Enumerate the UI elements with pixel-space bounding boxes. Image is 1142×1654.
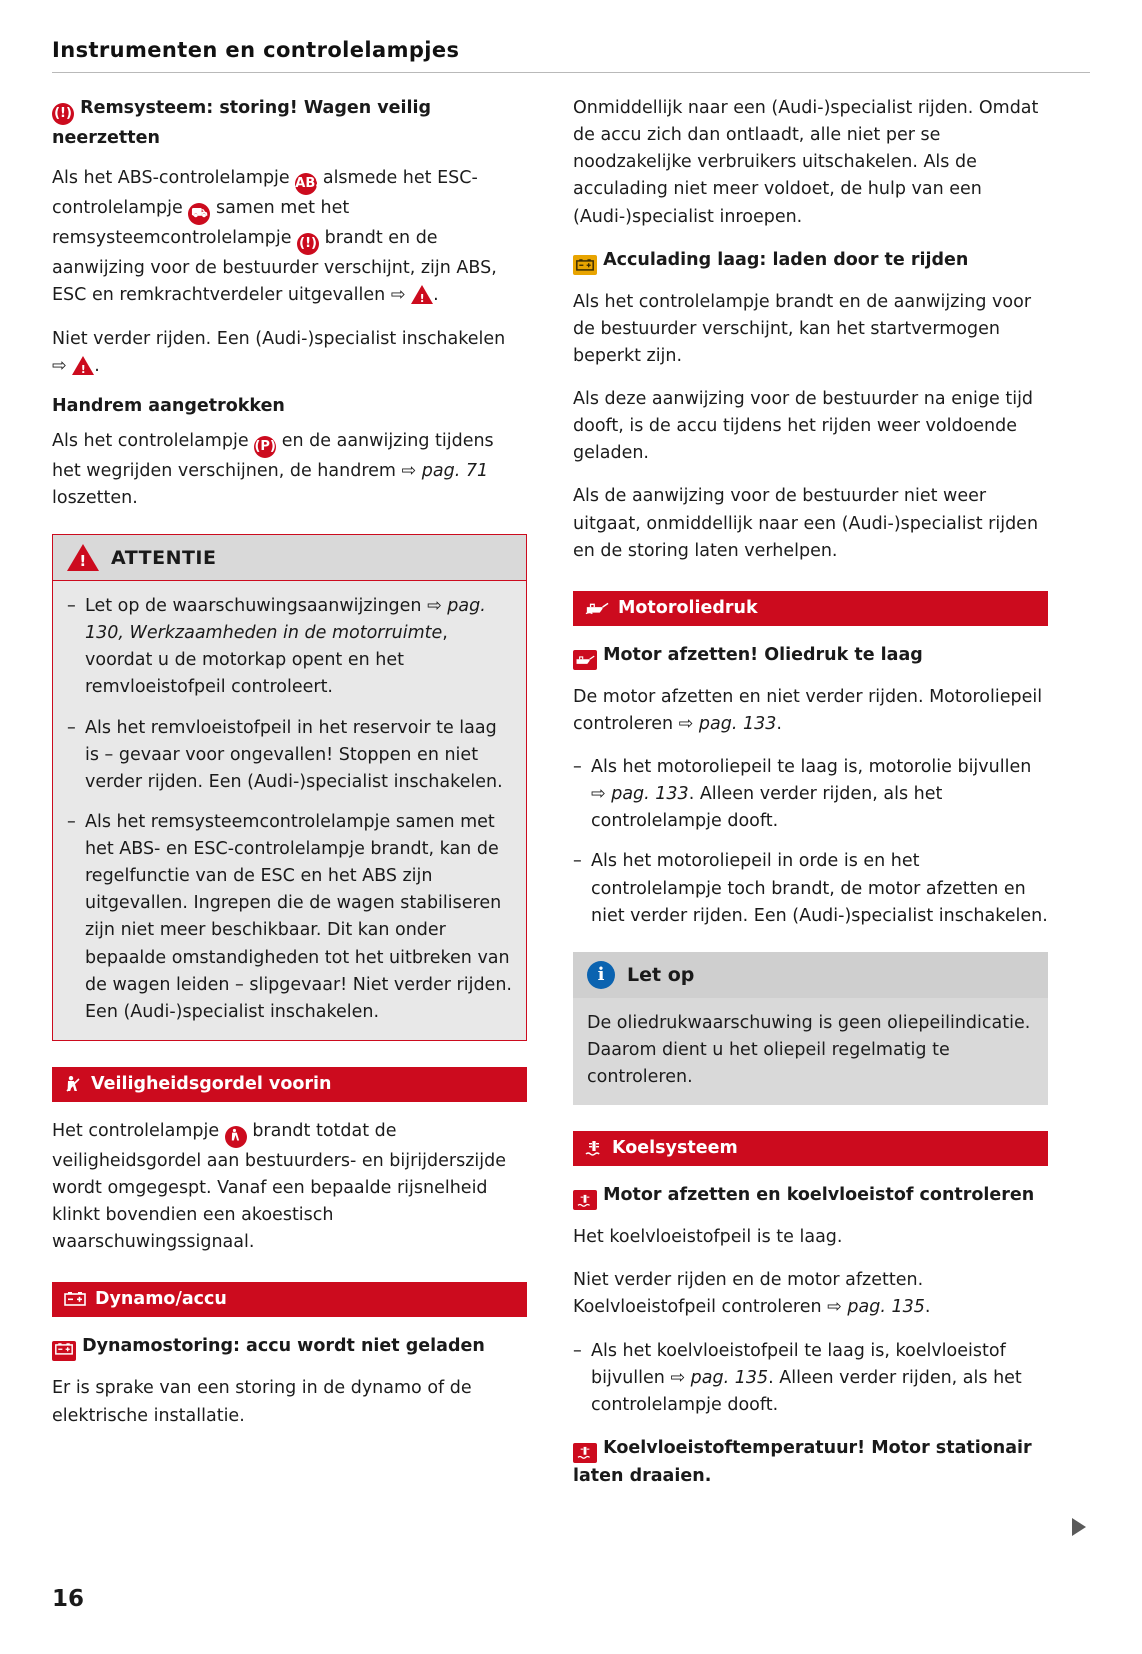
dash-marker: – bbox=[67, 717, 76, 738]
note-title: Let op bbox=[627, 963, 695, 986]
oil-item-0-pre: Als het motoroliepeil te laag is, motorolie bijvullen bbox=[591, 757, 1032, 777]
coolant-check-heading-text: Motor afzetten en koelvloeistof controleren bbox=[603, 1185, 1035, 1206]
dash-marker: – bbox=[573, 1340, 582, 1361]
oil-page-ref[interactable]: ⇨ pag. 133 bbox=[678, 713, 777, 734]
oil-item-1: Als het motoroliepeil in orde is en het controlelampje toch brandt, de motor afzetten en niet verder rijden. Een (Audi-)specialist inschakelen. bbox=[591, 851, 1048, 926]
coolant-page-ref[interactable]: ⇨ pag. 135 bbox=[827, 1297, 925, 1318]
handbrake-heading: Handrem aangetrokken bbox=[52, 395, 285, 416]
coolant-item-0-post: . Alleen verder rijden, als het controlelampje dooft. bbox=[591, 1367, 1022, 1415]
brake-system-icon: (!) bbox=[297, 233, 319, 255]
brake-warning-icon: (!) bbox=[52, 103, 74, 125]
battery-warning-icon bbox=[52, 1341, 76, 1361]
brake-p1-ref: ⇨ ! . bbox=[391, 285, 439, 305]
oil-pressure-warning-icon bbox=[573, 650, 597, 670]
coolant-temp-icon bbox=[585, 1140, 603, 1156]
section-cooling-label: Koelsysteem bbox=[612, 1138, 738, 1159]
attention-body bbox=[53, 581, 526, 1040]
brake-p1-c: samen met het remsysteemcontrolelampje bbox=[52, 198, 350, 249]
page-number: 16 bbox=[52, 1586, 85, 1612]
attention-item-0-post: , voordat u de motorkap opent en het remvloeistofpeil controleert. bbox=[85, 623, 448, 698]
attention-item-2: Als het remsysteemcontrolelampje samen met het ABS- en ESC-controlelampje brandt, kan de regelfunctie van de ESC en het ABS zijn uitgevallen. Ingrepen die de wagen stabiliseren zijn niet meer beschikbaar. Dit kan onder bepaalde omstandigheden tot het uitbreken van de wagen leiden – slipgevaar! Niet verder rijden. Een (Audi-)specialist inschakelen. bbox=[85, 811, 512, 1022]
coolant-item-0-ref[interactable]: ⇨ pag. 135 bbox=[670, 1367, 769, 1388]
brake-fault-paragraph bbox=[52, 165, 527, 309]
left-column bbox=[52, 95, 527, 1446]
brake-p1-b: alsmede het ESC-controlelampje bbox=[52, 168, 478, 219]
abs-icon: ABS bbox=[295, 173, 317, 195]
seatbelt-p-b: brandt totdat de veiligheidsgordel aan bestuurders- en bijrijderszijde wordt omgegespt. Vanaf een bepaalde rijsnelheid klinkt bovendien een akoestisch waarschuwingssignaal. bbox=[52, 1120, 507, 1253]
list-item bbox=[573, 1338, 1048, 1419]
section-alternator bbox=[52, 1282, 527, 1317]
oil-stop-heading bbox=[573, 642, 1048, 670]
page-title: Instrumenten en controlelampjes bbox=[52, 38, 1090, 73]
attention-title: ATTENTIE bbox=[111, 546, 217, 569]
coolant-p7-a: Niet verder rijden en de motor afzetten. Koelvloeistofpeil controleren bbox=[573, 1270, 924, 1318]
brake-fault-heading-text: Remsysteem: storing! Wagen veilig neerzetten bbox=[52, 98, 432, 148]
oil-can-icon bbox=[585, 600, 609, 615]
list-item bbox=[67, 809, 512, 1026]
coolant-item-0-pre: Als het koelvloeistofpeil te laag is, koelvloeistof bijvullen bbox=[591, 1340, 1006, 1388]
list-item bbox=[573, 848, 1048, 929]
section-oil-label: Motoroliedruk bbox=[618, 597, 758, 618]
coolant-temp-heading bbox=[573, 1435, 1048, 1489]
charge-low-heading bbox=[573, 247, 1048, 275]
seatbelt-icon bbox=[64, 1075, 82, 1093]
seatbelt-warning-icon bbox=[225, 1126, 247, 1148]
list-item bbox=[573, 754, 1048, 835]
coolant-p7 bbox=[573, 1267, 1048, 1321]
esc-icon: ⛟ bbox=[188, 203, 210, 225]
next-page-arrow-icon bbox=[1072, 1518, 1086, 1536]
seatbelt-p-a: Het controlelampje bbox=[52, 1120, 220, 1141]
note-body bbox=[573, 998, 1048, 1105]
oil-stop-heading-text: Motor afzetten! Oliedruk te laag bbox=[603, 644, 923, 665]
battery-icon bbox=[64, 1292, 86, 1307]
section-seatbelt-label: Veiligheidsgordel voorin bbox=[91, 1073, 332, 1094]
coolant-temp-heading-text: Koelvloeistoftemperatuur! Motor stationair laten draaien. bbox=[573, 1437, 1032, 1486]
brake-stop-paragraph bbox=[52, 326, 527, 380]
section-alternator-label: Dynamo/accu bbox=[95, 1289, 227, 1310]
coolant-p7-b: . bbox=[924, 1297, 931, 1318]
oil-item-0-post: . Alleen verder rijden, als het controlelampje dooft. bbox=[591, 784, 943, 832]
attention-item-1: Als het remvloeistofpeil in het reservoir te laag is – gevaar voor ongevallen! Stoppen en niet verder rijden. Een (Audi-)specialist inschakelen. bbox=[85, 717, 503, 792]
attention-triangle-icon bbox=[67, 544, 99, 571]
coolant-warning-icon bbox=[573, 1190, 597, 1210]
brake-p1-d: brandt en de aanwijzing voor de bestuurder verschijnt, zijn ABS, ESC en remkrachtverdeler uitgevallen bbox=[52, 228, 497, 306]
list-item bbox=[67, 715, 512, 796]
note-text: De oliedrukwaarschuwing is geen oliepeilindicatie. Daarom dient u het oliepeil regelmatig te controleren. bbox=[587, 1012, 1031, 1087]
handbrake-icon: (P) bbox=[254, 436, 276, 458]
attention-header bbox=[53, 535, 526, 581]
seatbelt-paragraph bbox=[52, 1118, 527, 1257]
alternator-paragraph: Er is sprake van een storing in de dynamo of de elektrische installatie. bbox=[52, 1378, 472, 1426]
handbrake-paragraph bbox=[52, 428, 527, 512]
coolant-p6: Het koelvloeistofpeil is te laag. bbox=[573, 1227, 843, 1248]
dash-marker: – bbox=[67, 811, 76, 832]
dash-marker: – bbox=[573, 757, 582, 777]
attention-item-0-pre: Let op de waarschuwingsaanwijzingen bbox=[85, 596, 428, 616]
note-box bbox=[573, 952, 1048, 1105]
brake-fault-heading bbox=[52, 95, 527, 151]
charge-p2: Als het controlelampje brandt en de aanwijzing voor de bestuurder verschijnt, kan het startvermogen beperkt zijn. bbox=[573, 291, 1032, 366]
alternator-fault-heading bbox=[52, 1333, 527, 1361]
coolant-check-heading bbox=[573, 1182, 1048, 1210]
attention-box bbox=[52, 534, 527, 1041]
specialist-paragraph: Onmiddellijk naar een (Audi-)specialist rijden. Omdat de accu zich dan ontlaadt, alle niet per se noodzakelijke verbruikers uitschakelen. Als de acculading niet meer voldoet, de hulp van een (Audi-)specialist inroepen. bbox=[573, 98, 1039, 227]
list-item bbox=[67, 593, 512, 702]
brake-p1-a: Als het ABS-controlelampje bbox=[52, 168, 290, 189]
oil-p-b: . bbox=[776, 713, 782, 734]
brake-p2-text: Niet verder rijden. Een (Audi-)specialist inschakelen bbox=[52, 328, 506, 349]
section-oil-pressure bbox=[573, 591, 1048, 626]
handbrake-p-a: Als het controlelampje bbox=[52, 430, 249, 451]
right-column bbox=[573, 95, 1048, 1503]
charge-low-heading-text: Acculading laag: laden door te rijden bbox=[603, 249, 969, 270]
battery-charge-icon bbox=[573, 255, 597, 275]
info-icon: i bbox=[587, 961, 615, 989]
dash-marker: – bbox=[573, 851, 582, 872]
handbrake-p-b: en de aanwijzing tijdens het wegrijden verschijnen, de handrem bbox=[52, 430, 494, 481]
charge-p3: Als deze aanwijzing voor de bestuurder na enige tijd dooft, is de accu tijdens het rijden weer voldoende geladen. bbox=[573, 389, 1034, 464]
section-seatbelt bbox=[52, 1067, 527, 1102]
two-column-layout bbox=[52, 95, 1090, 1503]
oil-item-0-ref[interactable]: ⇨ pag. 133 bbox=[591, 784, 689, 805]
coolant-list bbox=[573, 1338, 1048, 1419]
warning-triangle-icon bbox=[411, 285, 433, 304]
alternator-fault-heading-text: Dynamostoring: accu wordt niet geladen bbox=[82, 1336, 485, 1357]
handbrake-page-ref[interactable]: ⇨ pag. 71 bbox=[401, 460, 489, 481]
note-header bbox=[573, 952, 1048, 998]
oil-paragraph bbox=[573, 684, 1048, 738]
warning-triangle-icon bbox=[72, 356, 94, 375]
charge-p4: Als de aanwijzing voor de bestuurder niet weer uitgaat, onmiddellijk naar een (Audi-)specialist rijden en de storing laten verhelpen. bbox=[573, 486, 1039, 561]
handbrake-p-c: loszetten. bbox=[52, 487, 138, 508]
oil-list bbox=[573, 754, 1048, 930]
oil-p-a: De motor afzetten en niet verder rijden. Motoroliepeil controleren bbox=[573, 686, 1043, 734]
brake-p2-ref: ⇨ ! . bbox=[52, 356, 100, 376]
dash-marker: – bbox=[67, 596, 76, 616]
attention-item-0-ref[interactable]: ⇨ pag. 130, Werkzaamheden in de motorruimte bbox=[85, 596, 486, 644]
coolant-temp-warning-icon bbox=[573, 1443, 597, 1463]
section-cooling bbox=[573, 1131, 1048, 1166]
